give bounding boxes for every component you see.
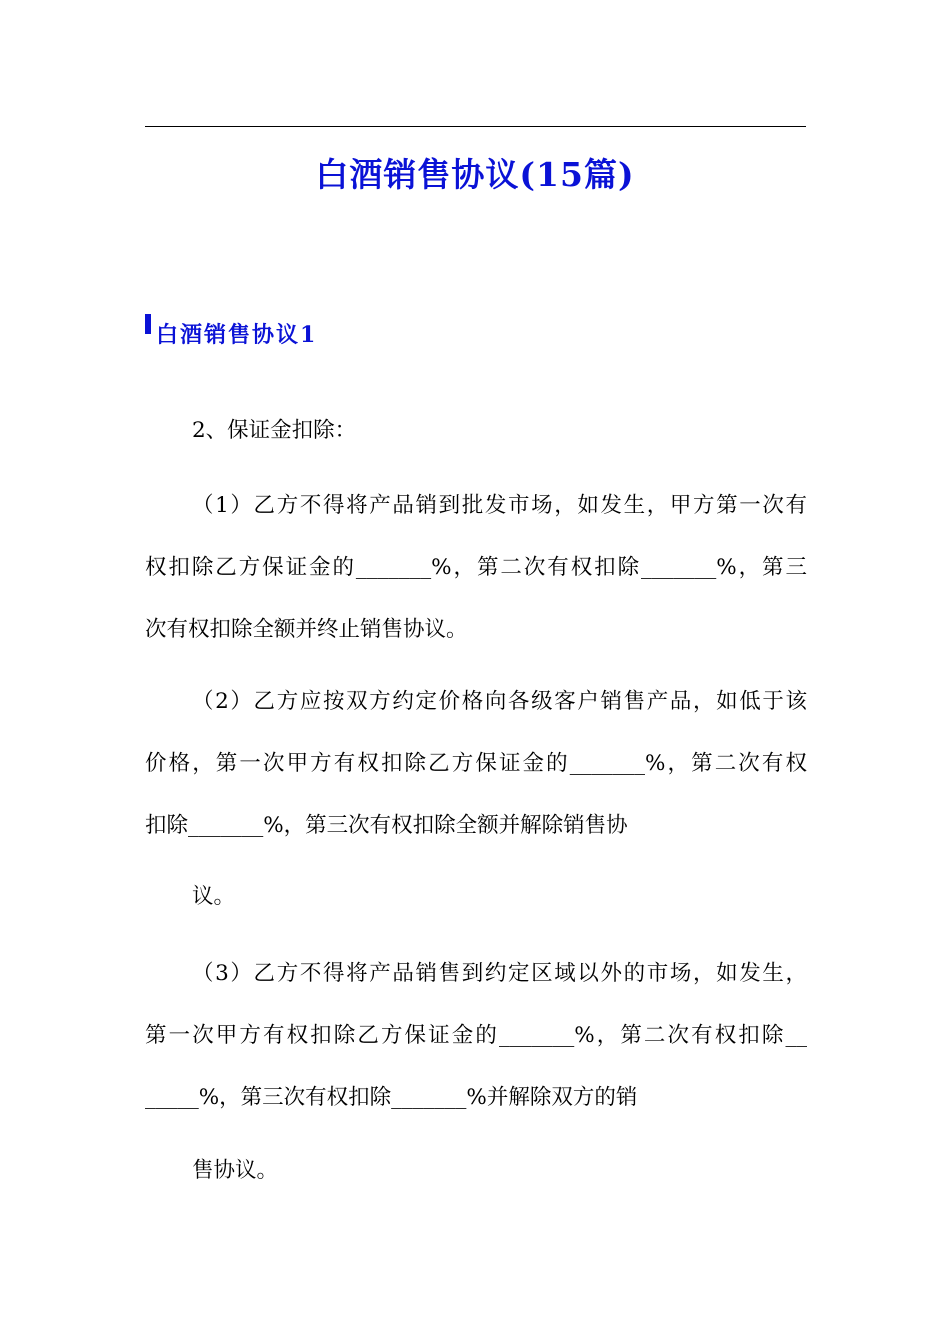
clause-1 [145,486,807,672]
clause-2-line-2: 价格，第一次甲方有权扣除乙方保证金的_______%，第二次有权 [145,751,807,776]
clause-2-continuation [145,877,854,939]
section-marker-bar [145,314,151,334]
header-rule [145,126,806,127]
document-title: 白酒销售协议(15篇) [315,155,635,194]
clause-1-line-3: 次有权扣除全额并终止销售协议。 [145,617,468,642]
clause-3 [145,954,807,1140]
section-heading: 白酒销售协议1 [156,322,318,348]
clause-2 [145,682,807,868]
item-heading [145,411,854,451]
clause-1-line-1: （1）乙方不得将产品销到批发市场，如发生，甲方第一次有 [192,493,807,518]
item-heading-text: 2、保证金扣除： [192,418,357,443]
clause-3-continuation [145,1151,854,1213]
clause-3-line-2: 第一次甲方有权扣除乙方保证金的_______%，第二次有权扣除__ [145,1023,807,1048]
clause-3-line-3: _____%，第三次有权扣除_______%并解除双方的销 [145,1085,638,1110]
clause-1-line-2: 权扣除乙方保证金的_______%，第二次有权扣除_______%，第三 [145,555,807,580]
clause-3-line-4: 售协议。 [192,1158,279,1183]
clause-3-line-1: （3）乙方不得将产品销售到约定区域以外的市场，如发生， [192,961,807,986]
clause-2-line-1: （2）乙方应按双方约定价格向各级客户销售产品，如低于该 [192,689,807,714]
clause-2-line-3: 扣除_______%，第三次有权扣除全额并解除销售协 [145,813,628,838]
clause-2-line-4: 议。 [192,884,236,909]
